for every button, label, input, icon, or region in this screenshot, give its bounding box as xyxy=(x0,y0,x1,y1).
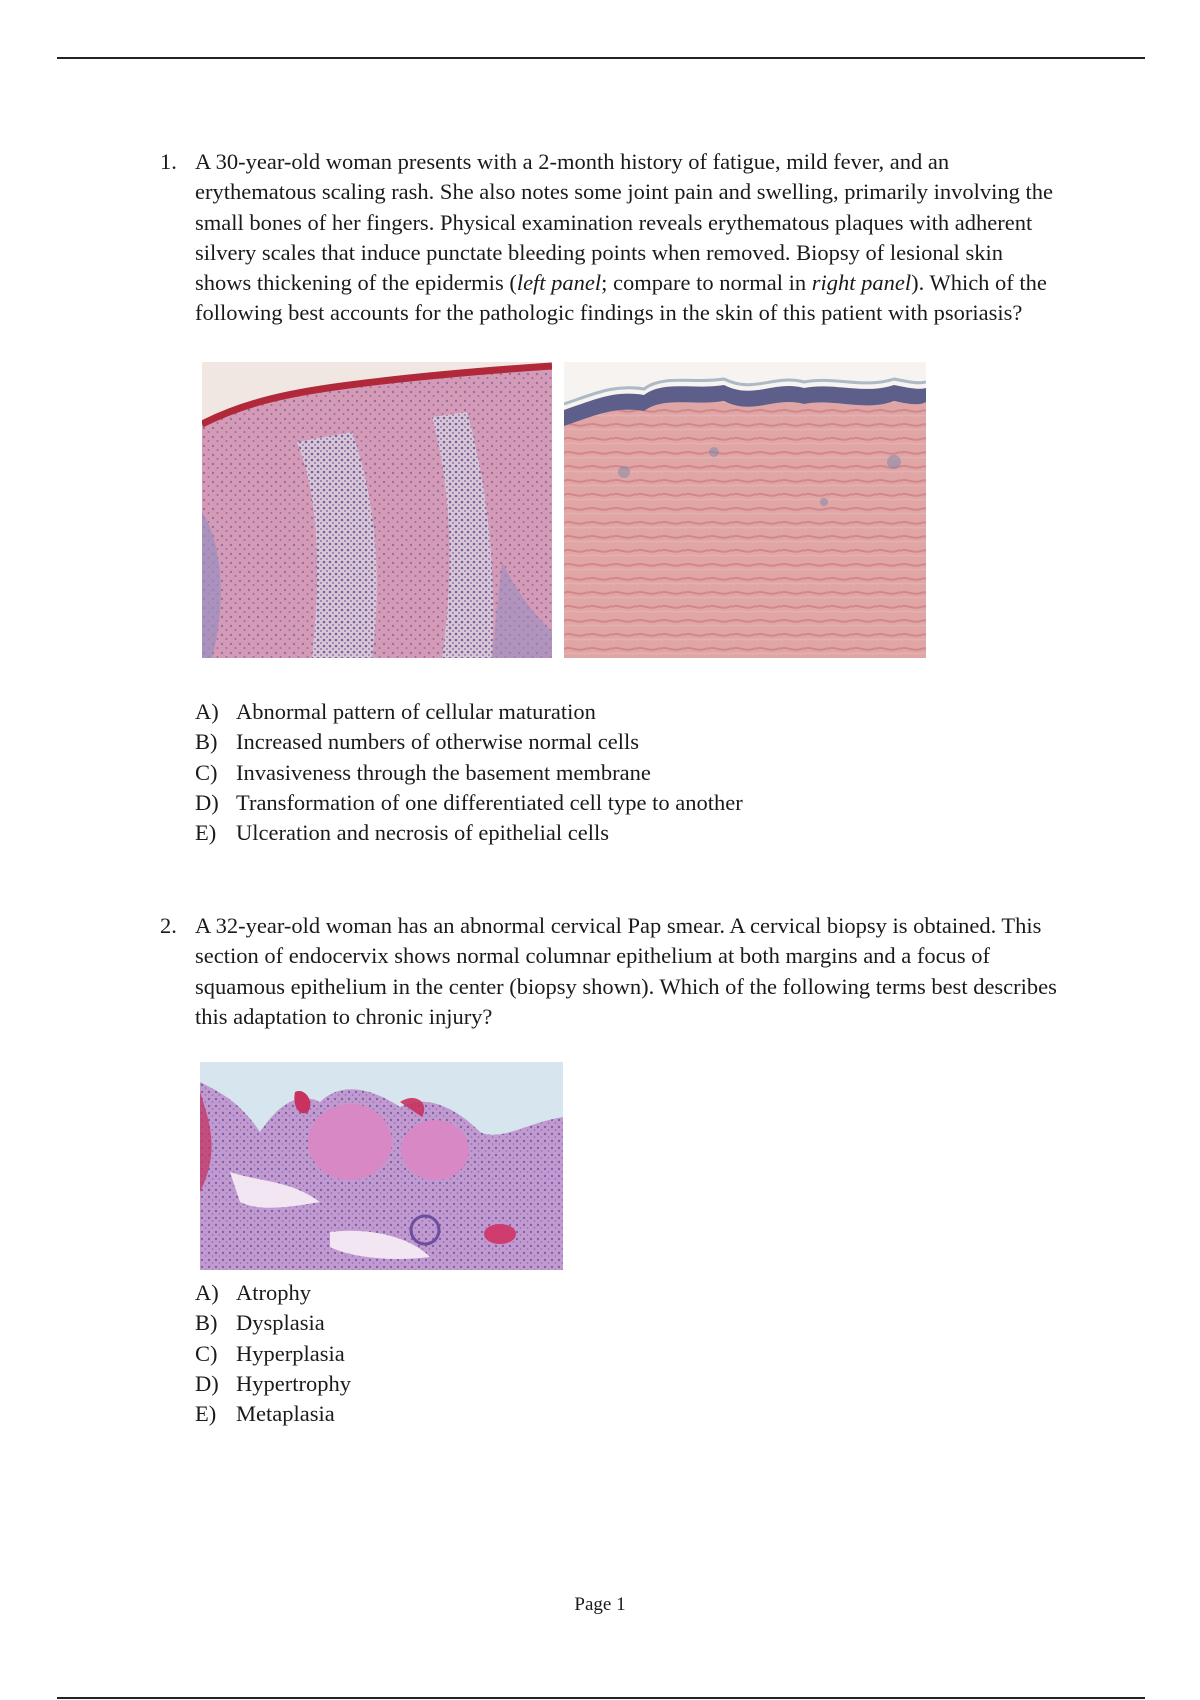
stem-segment: ). Which of the following best accounts for the pathologic findings in the skin of this patient with psoriasis? xyxy=(195,270,1047,326)
question-1 xyxy=(160,147,1060,329)
option-letter: A) xyxy=(195,699,219,724)
option-item xyxy=(195,1369,351,1399)
question-2-text: A 32-year-old woman has an abnormal cervical Pap smear. A cervical biopsy is obtained. This section of endocervix shows normal columnar epithelium at both margins and a focus of squamous epithelium in the center (biopsy shown). Which of the following terms best describes this adaptation to chronic injury? xyxy=(195,913,1057,1029)
question-1-options xyxy=(195,697,743,848)
option-letter: D) xyxy=(195,1370,219,1396)
histology-cervical-metaplasia-image xyxy=(200,1062,563,1270)
option-item xyxy=(195,758,743,788)
option-item xyxy=(195,1339,351,1369)
option-item xyxy=(195,1278,351,1308)
question-2 xyxy=(160,911,1060,1032)
question-2-options xyxy=(195,1278,351,1429)
option-item xyxy=(195,818,743,848)
option-item xyxy=(195,727,743,757)
option-letter: A) xyxy=(195,1280,219,1305)
option-item xyxy=(195,1308,351,1338)
header-rule xyxy=(57,57,1145,59)
stem-emphasis-left-panel: left panel xyxy=(516,270,602,296)
option-letter: C) xyxy=(195,1340,218,1366)
option-text: Abnormal pattern of cellular maturation xyxy=(236,699,596,724)
option-text: Invasiveness through the basement membrane xyxy=(236,759,651,785)
figure-psoriasis-left-panel xyxy=(202,362,552,658)
option-item xyxy=(195,697,743,727)
histology-normal-skin-image xyxy=(564,362,926,658)
question-2-stem xyxy=(160,911,1060,1032)
option-text: Hyperplasia xyxy=(236,1340,345,1366)
option-letter: D) xyxy=(195,789,219,815)
option-item xyxy=(195,1399,351,1429)
option-text: Atrophy xyxy=(236,1280,311,1305)
stem-emphasis-right-panel: right panel xyxy=(811,270,912,296)
option-letter: B) xyxy=(195,1310,218,1336)
figure-normal-skin-right-panel xyxy=(564,362,926,658)
option-text: Transformation of one differentiated cell type to another xyxy=(236,789,743,815)
option-item xyxy=(195,788,743,818)
histology-psoriasis-image xyxy=(202,362,552,658)
page-number: Page 1 xyxy=(574,1594,626,1615)
option-text: Dysplasia xyxy=(236,1310,325,1336)
option-letter: C) xyxy=(195,759,218,785)
stem-segment: A 30-year-old woman presents with a 2-month history of fatigue, mild fever, and an erythematous scaling rash. She also notes some joint pain and swelling, primarily involving the small bones of her fingers. Physical examination reveals erythematous plaques with adherent silvery scales that induce punctate bleeding points when removed. Biopsy of lesional skin shows thickening of the epidermis ( xyxy=(195,149,1053,296)
question-1-stem xyxy=(160,147,1060,329)
question-2-number: 2. xyxy=(160,913,177,938)
option-text: Ulceration and necrosis of epithelial cells xyxy=(236,820,609,846)
option-letter: B) xyxy=(195,729,218,755)
option-text: Hypertrophy xyxy=(236,1370,351,1396)
option-text: Metaplasia xyxy=(236,1401,335,1427)
question-1-text xyxy=(195,147,1060,329)
option-letter: E) xyxy=(195,1401,217,1427)
footer-rule xyxy=(57,1697,1145,1699)
option-text: Increased numbers of otherwise normal cells xyxy=(236,729,639,755)
stem-segment: ; compare to normal in xyxy=(601,270,812,296)
figure-cervical-biopsy xyxy=(200,1062,563,1270)
question-1-number: 1. xyxy=(160,149,177,174)
option-letter: E) xyxy=(195,820,217,846)
